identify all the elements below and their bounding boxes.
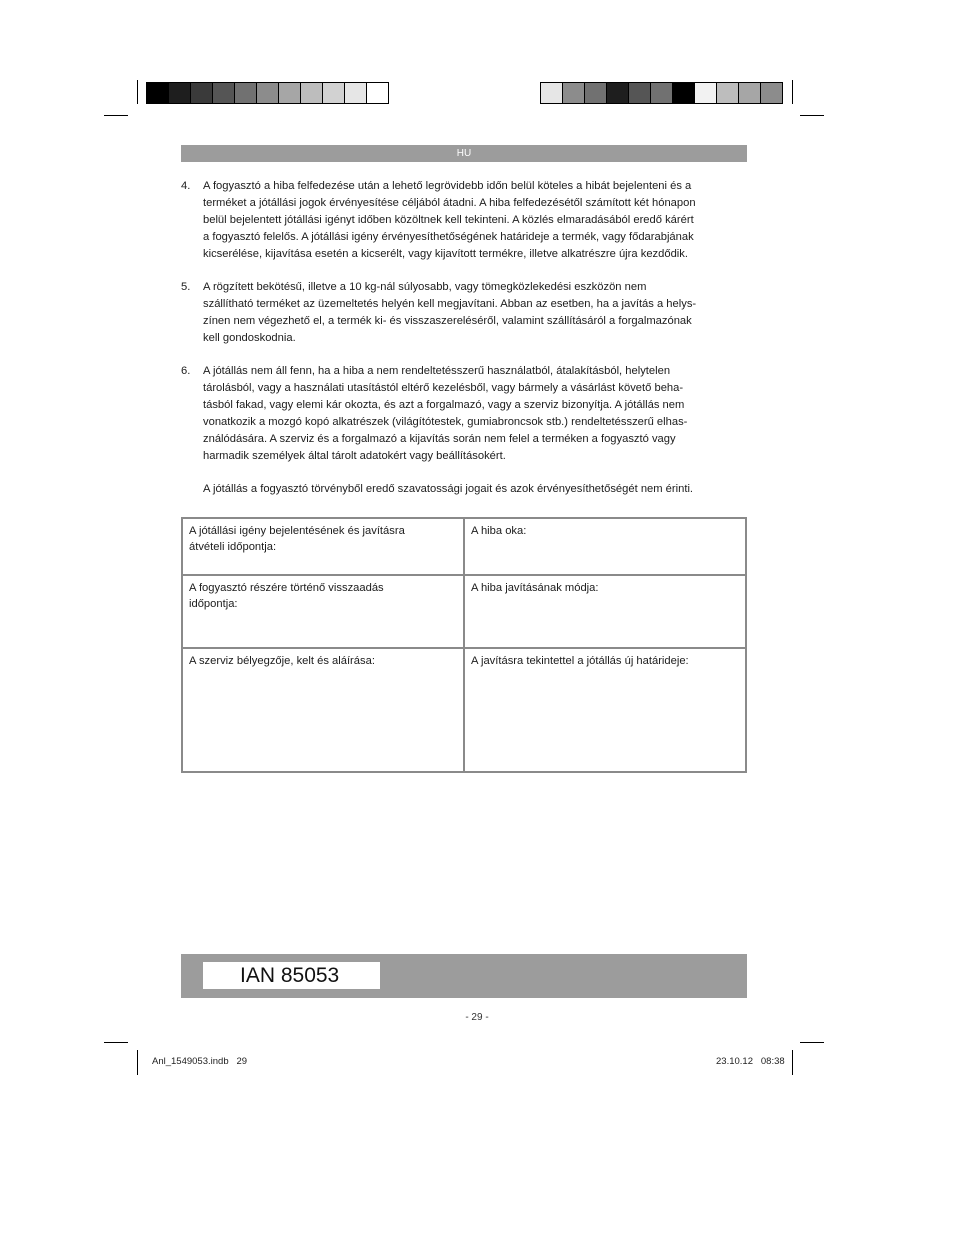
footer-timestamp: 23.10.12 08:38 — [716, 1056, 785, 1067]
footer-filename: Anl_1549053.indb 29 — [152, 1056, 248, 1067]
cell-label-line: A fogyasztó részére történő visszaadás — [189, 582, 384, 594]
form-cell — [182, 518, 464, 575]
crop-mark — [800, 1042, 824, 1043]
color-swatch — [278, 82, 301, 104]
text-line: A jótállás a fogyasztó törvényből eredő szavatossági jogait és azok érvényesíthetőségét nem érinti. — [203, 483, 694, 495]
page-number: - 29 - — [465, 1012, 489, 1023]
text-line: A rögzített bekötésű, illetve a 10 kg-nál súlyosabb, vagy tömegközlekedési eszközön nem — [203, 281, 647, 293]
cell-label-line: A javításra tekintettel a jótállás új határideje: — [471, 655, 689, 667]
color-swatch — [738, 82, 761, 104]
section-text — [203, 178, 748, 263]
section-text — [203, 363, 748, 465]
text-line: A fogyasztó a hiba felfedezése után a lehető legrövidebb időn belül köteles a hibát bejelenteni és a — [203, 180, 692, 192]
cell-label-line: A jótállási igény bejelentésének és javításra — [189, 525, 405, 537]
text-line: vonatkozik a mozgó kopó alkatrészek (világítótestek, gumiabroncsok stb.) rendeltetésszerű elhas- — [203, 416, 688, 428]
color-swatch — [672, 82, 695, 104]
color-swatch — [300, 82, 323, 104]
color-swatch — [540, 82, 563, 104]
color-swatch — [716, 82, 739, 104]
color-swatch — [322, 82, 345, 104]
cell-label-line: átvételi időpontja: — [189, 541, 277, 553]
cell-label-line: időpontja: — [189, 598, 238, 610]
crop-mark — [104, 1042, 128, 1043]
section-text — [203, 279, 748, 347]
crop-mark — [800, 115, 824, 116]
table-row — [182, 648, 746, 772]
color-swatch — [168, 82, 191, 104]
language-header-bar — [181, 145, 747, 162]
color-swatch — [366, 82, 389, 104]
ian-label: IAN 85053 — [203, 962, 380, 989]
color-swatch — [628, 82, 651, 104]
color-swatch — [760, 82, 783, 104]
text-line: a fogyasztó felelős. A jótállási igény érvényesíthetőségének határideje a termék, vagy fődarabjának — [203, 231, 694, 243]
section-number: 6. — [181, 365, 191, 377]
text-line: tárolásból, vagy a használati utasítástól eltérő kezelésből, vagy bármely a vásárlást követő beha- — [203, 382, 684, 394]
crop-mark — [792, 80, 793, 104]
text-line: kell gondoskodnia. — [203, 332, 296, 344]
color-swatch — [146, 82, 169, 104]
crop-mark — [137, 80, 138, 104]
text-line: kicserélése, kijavítása esetén a kicserélt, vagy kijavított termékre, illetve alkatrészre újra kezdődik. — [203, 248, 688, 260]
color-swatch — [256, 82, 279, 104]
form-cell — [464, 518, 746, 575]
cell-label-line: A hiba oka: — [471, 525, 527, 537]
cell-label-line: A hiba javításának módja: — [471, 582, 599, 594]
color-swatch — [584, 82, 607, 104]
text-line: harmadik személyek által tárolt adatokért vagy beállításokért. — [203, 450, 506, 462]
section-number: 5. — [181, 281, 191, 293]
closing-statement — [203, 481, 748, 498]
text-line: tásból fakad, vagy elemi kár okozta, és azt a forgalmazó, vagy a szerviz bizonyítja. A jótállás nem — [203, 399, 685, 411]
text-line: A jótállás nem áll fenn, ha a hiba a nem rendeltetésszerű használatból, átalakításból, helytelen — [203, 365, 671, 377]
color-swatch — [562, 82, 585, 104]
crop-mark — [137, 1050, 138, 1075]
color-swatch — [190, 82, 213, 104]
text-line: belül bejelentett jótállási igényt időben közöltnek kell tekinteni. A közlés elmaradásából eredő kárért — [203, 214, 694, 226]
text-line: ználódására. A szerviz és a forgalmazó a kijavítás során nem felel a terméken a fogyasztó vagy — [203, 433, 676, 445]
warranty-form-table — [181, 517, 747, 773]
color-swatch — [234, 82, 257, 104]
cell-label-line: A szerviz bélyegzője, kelt és aláírása: — [189, 655, 375, 667]
form-cell — [182, 648, 464, 772]
crop-mark — [792, 1050, 793, 1075]
language-code: HU — [456, 148, 472, 159]
color-swatch — [212, 82, 235, 104]
color-swatch — [344, 82, 367, 104]
text-line: terméket a jótállási jogok érvényesítése céljából átadni. A hiba felfedezésétől számított két hónapon — [203, 197, 696, 209]
table-row — [182, 575, 746, 648]
table-row — [182, 518, 746, 575]
crop-mark — [104, 115, 128, 116]
text-line: zínen nem végezhető el, a termék ki- és visszaszereléséről, valamint szállításáról a forgalmazónak — [203, 315, 692, 327]
color-swatch — [694, 82, 717, 104]
form-cell — [464, 648, 746, 772]
text-line: szállítható terméket az üzemeltetés helyén kell megjavítani. Abban az esetben, ha a javítás a helys- — [203, 298, 697, 310]
form-cell — [182, 575, 464, 648]
form-cell — [464, 575, 746, 648]
ian-bar — [181, 954, 747, 998]
color-swatch — [606, 82, 629, 104]
color-swatch — [650, 82, 673, 104]
section-number: 4. — [181, 180, 191, 192]
